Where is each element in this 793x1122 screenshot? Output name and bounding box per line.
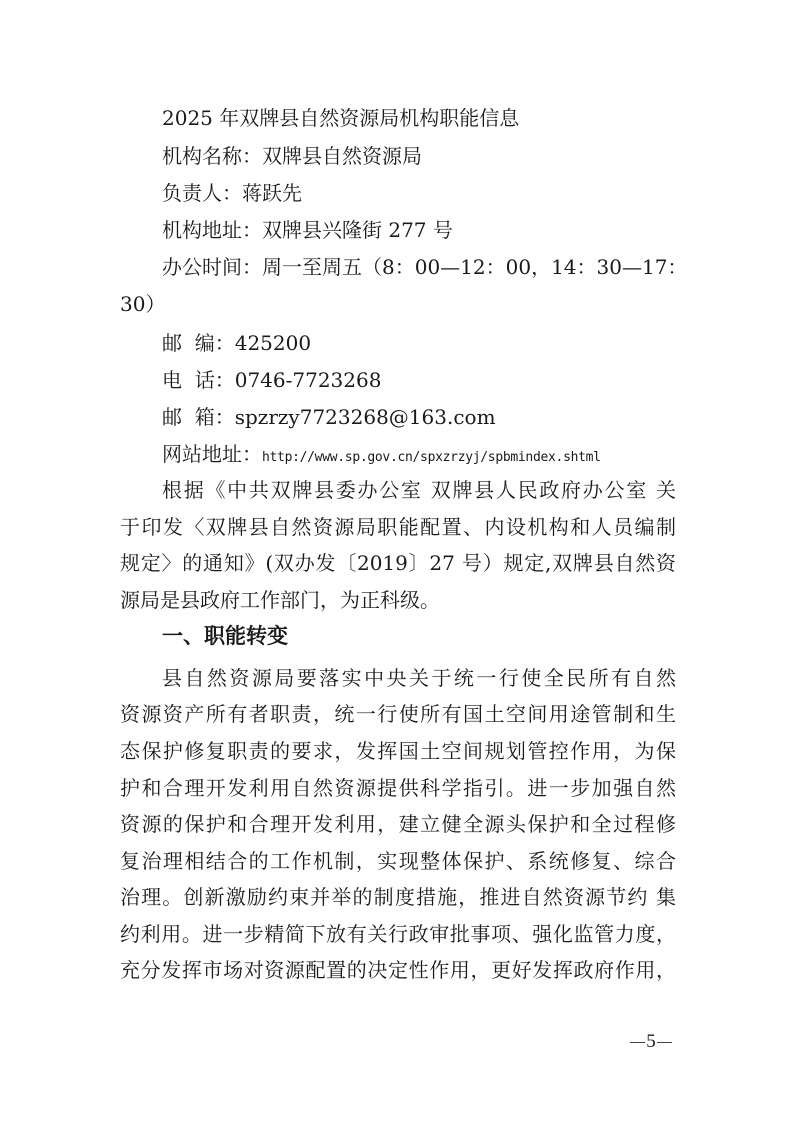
address-value: 双牌县兴隆街 277 号 (262, 218, 453, 242)
email-row (162, 405, 676, 429)
section-line: 资源资产所有者职责，统一行使所有国土空间用途管制和生 (120, 702, 676, 726)
email-label: 邮 箱： (162, 405, 235, 429)
website-label: 网站地址： (162, 442, 262, 466)
section-line: 护和合理开发利用自然资源提供科学指引。进一步加强自然 (120, 776, 676, 800)
website-row (162, 442, 676, 470)
phone-label: 电 话： (162, 368, 235, 392)
head-label: 负责人： (162, 181, 242, 205)
hours-value-line1: 周一至周五（8：00—12：00，14：30—17： (262, 255, 688, 279)
head-row (162, 181, 676, 205)
section-line: 充分发挥市场对资源配置的决定性作用，更好发挥政府作用， (120, 958, 676, 982)
postcode-row (162, 331, 676, 355)
intro-line: 规定〉的通知》(双办发〔2019〕27 号）规定,双牌县自然资 (120, 551, 676, 575)
org-name-row (162, 144, 676, 168)
page-number-dash-right (657, 1042, 672, 1043)
document-title: 2025 年双牌县自然资源局机构职能信息 (162, 106, 520, 130)
intro-line: 根据《中共双牌县委办公室 双牌县人民政府办公室 关 (162, 478, 676, 502)
address-label: 机构地址： (162, 218, 262, 242)
email-value: spzrzy7723268@163.com (234, 405, 496, 429)
postcode-value: 425200 (234, 331, 312, 355)
page-number-value: 5 (646, 1031, 656, 1052)
section-line: 治理。创新激励约束并举的制度措施，推进自然资源节约 集 (120, 885, 676, 909)
section-heading: 一、职能转变 (162, 624, 288, 648)
phone-value: 0746-7723268 (234, 368, 382, 392)
postcode-label: 邮 编： (162, 331, 235, 355)
intro-line: 于印发〈双牌县自然资源局职能配置、内设机构和人员编制 (120, 515, 676, 539)
page-number (626, 1030, 676, 1054)
hours-label: 办公时间： (162, 255, 262, 279)
org-name-value: 双牌县自然资源局 (262, 144, 422, 168)
section-line: 县自然资源局要落实中央关于统一行使全民所有自然 (162, 666, 676, 690)
section-line: 复治理相结合的工作机制，实现整体保护、系统修复、综合 (120, 849, 676, 873)
section-line: 态保护修复职责的要求，发挥国土空间规划管控作用，为保 (120, 739, 676, 763)
phone-row (162, 368, 676, 392)
section-line: 资源的保护和合理开发利用，建立健全源头保护和全过程修 (120, 812, 676, 836)
hours-value-line2: 30） (120, 292, 166, 316)
head-value: 蒋跃先 (242, 181, 302, 205)
website-link[interactable]: http://www.sp.gov.cn/spxzrzyj/spbmindex.shtml (262, 450, 601, 465)
address-row (162, 218, 676, 242)
intro-line: 源局是县政府工作部门，为正科级。 (120, 588, 440, 612)
org-name-label: 机构名称： (162, 144, 262, 168)
section-line: 约利用。进一步精简下放有关行政审批事项、强化监管力度， (120, 922, 676, 946)
hours-row (162, 255, 688, 279)
page-number-dash-left (630, 1042, 645, 1043)
